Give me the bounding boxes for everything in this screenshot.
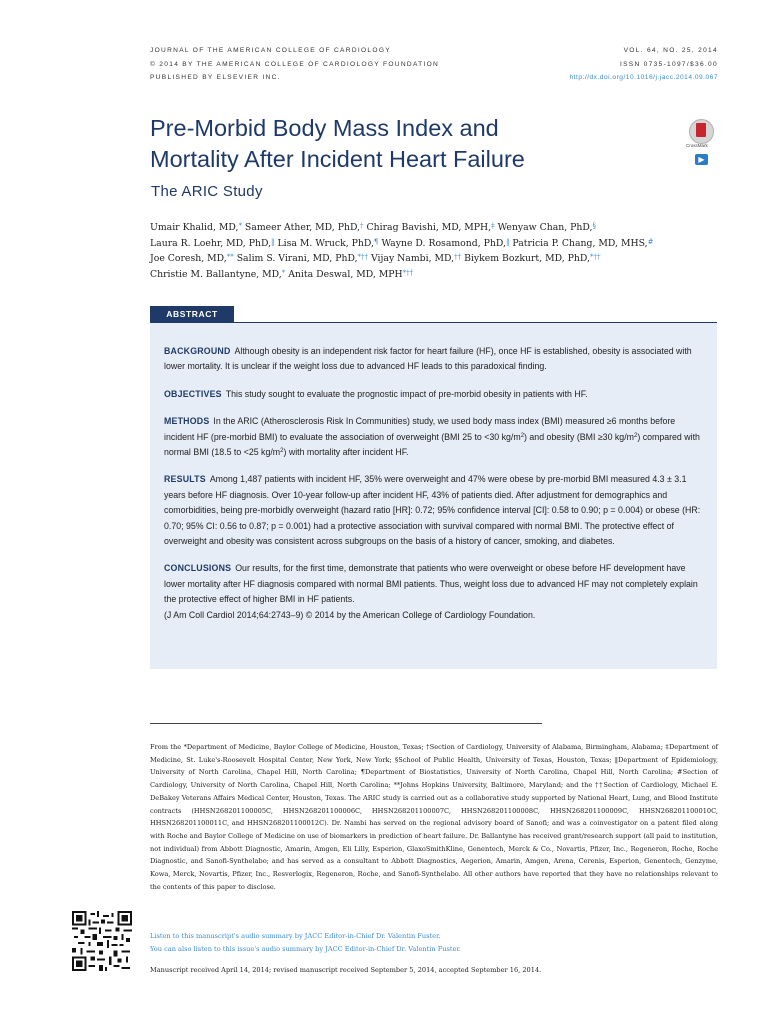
author-name: Lisa M. Wruck, PhD, [277, 237, 374, 249]
issn-line: ISSN 0735-1097/$36.00 [619, 60, 718, 68]
affiliation-mark[interactable]: ¶ [374, 237, 379, 246]
author-line [150, 236, 730, 252]
affiliation-mark[interactable]: ** [226, 253, 234, 261]
affiliation-footnote: From the *Department of Medicine, Baylor College of Medicine, Houston, Texas; †Section of Cardiology, University of Alabama, Birmingham, Alabama; ‡Department of Medicine, St. Luke's-Roosevelt Hospital Center, New York, New York; §School of Public Health, University of Texas, Houston, Texas; ‖Department of Epidemiology, University of North Carolina, Chapel Hill, North Carolina; ¶Department of Biostatistics, University of North Carolina, Chapel Hill, North Carolina; #Section of Cardiology, University of North Carolina, Chapel Hill, North Carolina; **Johns Hopkins University, Baltimore, Maryland; and the ††Section of Cardiology, Michael E. DeBakey Veterans Affairs Medical Center, Houston, Texas. The ARIC study is carried out as a collaborative study supported by National Heart, Lung, and Blood Institute contracts (HHSN268201100005C, HHSN268201100006C, HHSN268201100007C, HHSN268201100008C, HHSN268201100009C, HHSN268201100010C, HHSN268201100011C, and HHSN268201100012C). Dr. Nambi has served on the regional advisory board of Sanofi; and was a coinvestigator on a patent filed along with Roche and Baylor College of Medicine on use of biomarkers in prediction of heart failure. Dr. Ballantyne has received grant/research support (all paid to institution, not individual) from Abbott Diagnostic, Amarin, Amgen, Eli Lilly, Esperion, GlaxoSmithKline, Genentech, Merck & Co., Novartis, Pfizer, Inc., Regeneron, Roche, Roche Diagnostic, and Sanofi-Synthelabo; and has served as a consultant to Abbott Diagnostics, Aegerion, Amarin, Amgen, Arena, Cerenis, Esperion, Genentech, Genzyme, Kowa, Merck, Novartis, Pfizer, Inc., Resverlogix, Regeneron, Roche, and Sanofi-Synthelabo. All other authors have reported that they have no relationships relevant to the contents of this paper to disclose. [150, 743, 718, 891]
author-list [150, 220, 730, 282]
issue-audio-link[interactable]: You can also listen to this issue's audio summary by JACC Editor-in-Chief Dr. Valentin Fuster. [150, 945, 462, 953]
affiliation-mark[interactable]: ‖ [505, 237, 510, 246]
section-text: ) compared with normal BMI (18.5 to <25 kg/m [164, 431, 700, 458]
journal-name: JOURNAL OF THE AMERICAN COLLEGE OF CARDIOLOGY [150, 47, 391, 54]
author-line [150, 267, 730, 283]
citation-line: (J Am Coll Cardiol 2014;64:2743–9) © 2014 by the American College of Cardiology Foundation. [164, 609, 536, 620]
affiliation-mark[interactable]: * [281, 268, 286, 277]
section-text: This study sought to evaluate the prognostic impact of pre-morbid obesity in patients with HF. [225, 388, 588, 399]
speaker-icon[interactable]: ▶ [695, 154, 708, 165]
affiliation-mark[interactable]: # [647, 237, 654, 246]
section-label: CONCLUSIONS [164, 563, 232, 574]
manuscript-audio-link[interactable]: Listen to this manuscript's audio summary by JACC Editor-in-Chief Dr. Valentin Fuster. [150, 932, 441, 940]
title-line-2: Mortality After Incident Heart Failure [150, 146, 525, 172]
doi-link[interactable]: http://dx.doi.org/10.1016/j.jacc.2014.09.067 [569, 74, 718, 82]
section-text: Although obesity is an independent risk factor for heart failure (HF), once HF is established, obesity is associated with lower mortality. It is unclear if the weight loss due to advanced HF leads to this paradoxical finding. [164, 346, 692, 372]
article-title [150, 113, 670, 175]
section-text: Among 1,487 patients with incident HF, 35% were overweight and 47% were obese by pre-morbid BMI measured 4.3 ± 3.1 years before HF diagnosis. Over 10-year follow-up after incident HF, 43% of patients died. After adjustment for demographics and comorbidities, being pre-morbidly overweight (hazard ratio [HR]: 0.72; 95% confidence interval [CI]: 0.58 to 0.90; p = 0.004) or obese (HR: 0.70; 95% CI: 0.56 to 0.87; p = 0.001) had a protective association with survival compared with normal BMI. The protective effect of overweight and obesity was consistent across subgroups on the basis of a history of cancer, smoking, and diabetes. [164, 474, 701, 547]
author-name: Biykem Bozkurt, MD, PhD, [464, 253, 590, 264]
section-label: BACKGROUND [164, 346, 231, 356]
author-name: Laura R. Loehr, MD, PhD, [150, 237, 272, 249]
author-name: Wayne D. Rosamond, PhD, [381, 237, 506, 249]
author-name: Joe Coresh, MD, [150, 253, 227, 264]
section-label: OBJECTIVES [164, 388, 222, 399]
affiliation-mark[interactable]: ‡ [491, 222, 495, 230]
author-name: Anita Deswal, MD, MPH [288, 268, 403, 280]
affiliation-mark[interactable]: *†† [402, 268, 414, 277]
author-line [150, 251, 730, 267]
qr-code-icon[interactable] [72, 911, 132, 971]
author-name: Salim S. Virani, MD, PhD, [236, 253, 358, 264]
publisher-line: PUBLISHED BY ELSEVIER INC. [150, 74, 281, 82]
affiliation-mark[interactable]: ‖ [271, 237, 275, 246]
section-text: Our results, for the first time, demonstrate that patients who were overweight or obese before HF development have lower mortality after HF diagnosis compared with normal BMI patients. Thus, weight loss due to advanced HF may not completely explain the protective effect of higher BMI in HF patients. [164, 563, 698, 605]
author-name: Patricia P. Chang, MD, MHS, [512, 237, 648, 249]
crossmark-bookmark-icon [696, 123, 706, 137]
section-text: ) with mortality after incident HF. [283, 447, 409, 458]
affiliation-mark[interactable]: † [360, 222, 364, 230]
volume-line: VOL. 64, NO. 25, 2014 [623, 47, 718, 54]
abstract-box [150, 323, 717, 669]
abstract-background [164, 344, 701, 375]
manuscript-dates: Manuscript received April 14, 2014; revised manuscript received September 5, 2014, accepted September 16, 2014. [150, 966, 542, 974]
section-text: ) and obesity (BMI ≥30 kg/m [524, 431, 634, 442]
author-line [150, 220, 730, 236]
abstract-methods [164, 414, 701, 460]
author-name: Chirag Bavishi, MD, MPH, [366, 222, 492, 233]
affiliation-mark[interactable]: *†† [357, 253, 369, 261]
section-label: RESULTS [164, 474, 206, 485]
author-name: Sameer Ather, MD, PhD, [244, 222, 361, 233]
issue-header [570, 44, 718, 85]
section-label: METHODS [164, 416, 210, 427]
abstract-objectives [164, 387, 701, 402]
affiliation-mark[interactable]: *†† [589, 253, 601, 261]
article-subtitle: The ARIC Study [151, 183, 263, 200]
author-name: Wenyaw Chan, PhD, [497, 222, 593, 233]
title-line-1: Pre-Morbid Body Mass Index and [150, 115, 499, 141]
superscript: 2 [520, 432, 525, 439]
author-name: Vijay Nambi, MD, [371, 253, 455, 264]
affiliation-mark[interactable]: § [592, 222, 596, 230]
affiliation-mark[interactable]: * [238, 222, 242, 230]
section-text: In the ARIC (Atherosclerosis Risk In Communities) study, we used body mass index (BMI) measured ≥6 months before incident HF (pre-morbid BMI) to evaluate the association of overweight (BMI 25 to <30 kg/m [164, 416, 676, 442]
copyright-line: © 2014 BY THE AMERICAN COLLEGE OF CARDIOLOGY FOUNDATION [150, 60, 440, 68]
crossmark-label: CrossMark [686, 143, 708, 148]
abstract-conclusions [164, 561, 701, 623]
author-name: Umair Khalid, MD, [150, 222, 239, 233]
superscript: 2 [280, 448, 284, 455]
abstract-results [164, 472, 701, 549]
journal-header [150, 44, 439, 85]
footnote-rule [150, 723, 542, 724]
affiliation-mark[interactable]: †† [454, 253, 462, 261]
author-name: Christie M. Ballantyne, MD, [150, 268, 282, 280]
abstract-tab: ABSTRACT [150, 306, 234, 323]
crossmark-button[interactable] [688, 119, 714, 149]
superscript: 2 [633, 432, 638, 439]
